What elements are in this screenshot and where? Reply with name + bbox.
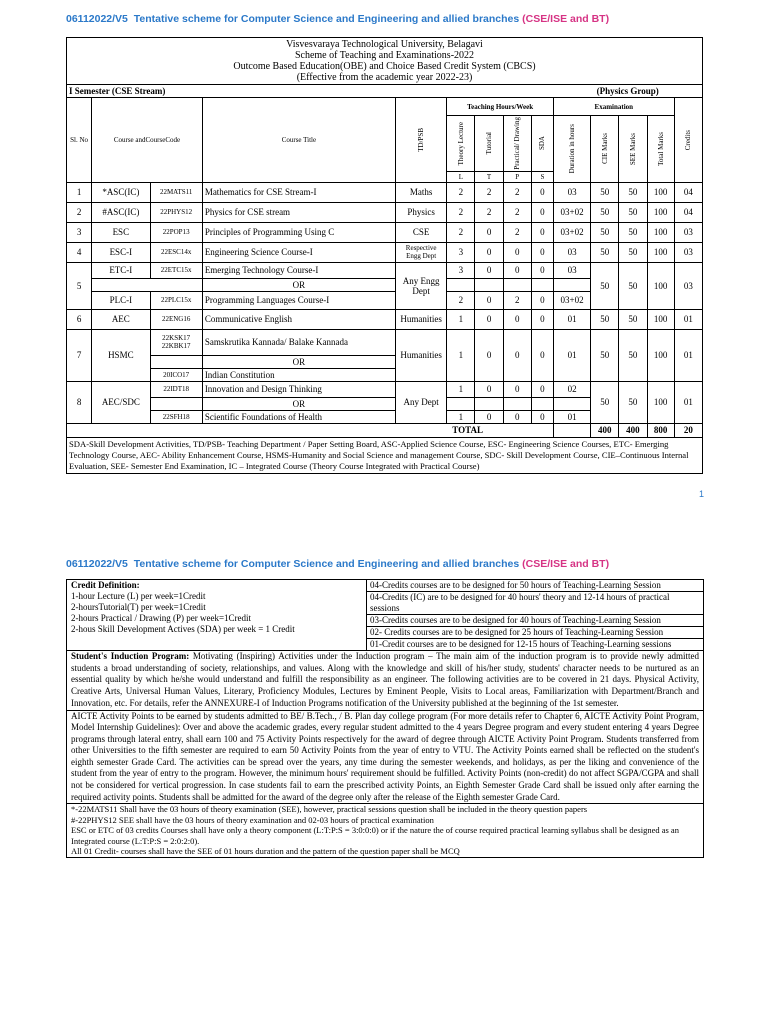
cell: 0 bbox=[531, 410, 553, 423]
cell: 0 bbox=[531, 262, 553, 278]
note-line: *-22MATS11 Shall have the 03 hours of theory examination (SEE), however, practical sessions question shall be included in the theory question papers bbox=[71, 804, 588, 815]
cell: 1 bbox=[67, 182, 92, 202]
or-label: OR bbox=[202, 278, 395, 291]
cell: 100 bbox=[647, 309, 674, 329]
header-branches: (CSE/ISE and BT) bbox=[522, 13, 610, 25]
induction-title: Student's Induction Program: bbox=[71, 651, 190, 661]
cell: 1 bbox=[447, 329, 475, 381]
effective-line: (Effective from the academic year 2022-23) bbox=[296, 72, 473, 83]
cell: *ASC(IC) bbox=[92, 182, 150, 202]
cell: 100 bbox=[647, 381, 674, 423]
table-row bbox=[67, 242, 703, 262]
col-course-code: Course andCourseCode bbox=[92, 98, 203, 183]
cell: 5 bbox=[67, 262, 92, 309]
col-exam: Examination bbox=[553, 98, 674, 116]
cell: #ASC(IC) bbox=[92, 202, 150, 222]
cell: Humanities bbox=[396, 329, 447, 381]
cell: 0 bbox=[531, 291, 553, 309]
cell: ESC bbox=[92, 222, 150, 242]
cell: Principles of Programming Using C bbox=[202, 222, 395, 242]
cell: 0 bbox=[503, 242, 531, 262]
credit-definition-title: Credit Definition: bbox=[71, 580, 140, 590]
col-practical: Practical/ Drawing bbox=[513, 117, 522, 170]
cell: 03+02 bbox=[553, 291, 590, 309]
or-label: OR bbox=[202, 355, 395, 368]
col-sda: SDA bbox=[538, 136, 547, 151]
note-line: #-22PHYS12 SEE shall have the 03 hours of theory examination and 02-03 hours of practical examination bbox=[71, 814, 434, 825]
cell: 1 bbox=[447, 309, 475, 329]
credit-rule: 02- Credits courses are to be designed for 25 hours of Teaching-Learning Session bbox=[367, 627, 703, 639]
col-slno: Sl. No bbox=[67, 98, 92, 183]
cell: 0 bbox=[503, 262, 531, 278]
cell: AEC bbox=[92, 309, 150, 329]
cell: 50 bbox=[619, 222, 647, 242]
cell: 20 bbox=[674, 423, 702, 437]
cell: 22IDT18 bbox=[150, 381, 202, 397]
cell: 1 bbox=[447, 381, 475, 397]
cell: 0 bbox=[503, 410, 531, 423]
scheme-title: Scheme of Teaching and Examinations-2022 bbox=[294, 50, 475, 61]
col-l: L bbox=[447, 171, 475, 182]
cell: 0 bbox=[503, 381, 531, 397]
cell: 3 bbox=[447, 242, 475, 262]
cell: 50 bbox=[619, 381, 647, 423]
col-total: Total Marks bbox=[656, 131, 665, 166]
cell: 03+02 bbox=[553, 202, 590, 222]
table-row bbox=[67, 381, 703, 397]
cell: Samskrutika Kannada/ Balake Kannada bbox=[202, 329, 395, 355]
cell: 03 bbox=[553, 262, 590, 278]
page-number: 1 bbox=[698, 489, 704, 499]
credit-rule: 04-Credits (IC) are to be designed for 40 hours' theory and 12-14 hours of practical sessions bbox=[367, 592, 703, 615]
cell: Any Dept bbox=[396, 381, 447, 423]
cell: 2 bbox=[447, 182, 475, 202]
cell: Innovation and Design Thinking bbox=[202, 381, 395, 397]
table-row bbox=[67, 262, 703, 278]
header-branches: (CSE/ISE and BT) bbox=[522, 558, 610, 570]
notes-block bbox=[67, 804, 704, 858]
cell: Emerging Technology Course-I bbox=[202, 262, 395, 278]
cell: 0 bbox=[475, 329, 503, 381]
cell: 0 bbox=[531, 182, 553, 202]
col-duration: Duration in hours bbox=[568, 124, 577, 174]
notes-table bbox=[66, 579, 704, 858]
cell: 2 bbox=[503, 222, 531, 242]
cell: 03+02 bbox=[553, 222, 590, 242]
cell: AEC/SDC bbox=[92, 381, 150, 423]
cell: 22ETC15x bbox=[150, 262, 202, 278]
table-row bbox=[67, 202, 703, 222]
cell: ESC-I bbox=[92, 242, 150, 262]
cell bbox=[150, 329, 202, 355]
col-teaching: Teaching Hours/Week bbox=[447, 98, 554, 116]
cell: 100 bbox=[647, 222, 674, 242]
cell: Engineering Science Course-I bbox=[202, 242, 395, 262]
credit-rule: 03-Credits courses are to be designed for 40 hours of Teaching-Learning Session bbox=[367, 615, 703, 627]
cell: 2 bbox=[475, 202, 503, 222]
cell: 50 bbox=[591, 182, 619, 202]
cell: Programming Languages Course-I bbox=[202, 291, 395, 309]
cell: 100 bbox=[647, 329, 674, 381]
cell: 50 bbox=[619, 182, 647, 202]
cell: 01 bbox=[553, 410, 590, 423]
cell: 0 bbox=[475, 291, 503, 309]
cell: 6 bbox=[67, 309, 92, 329]
cell: 01 bbox=[674, 309, 702, 329]
col-p: P bbox=[503, 171, 531, 182]
col-tdpsb: TD/PSB bbox=[417, 127, 426, 152]
cell: HSMC bbox=[92, 329, 150, 381]
cell: 20ICO17 bbox=[150, 368, 202, 381]
doc-code: 06112022/V5 bbox=[66, 13, 128, 25]
cell: Indian Constitution bbox=[202, 368, 395, 381]
cell: 0 bbox=[475, 242, 503, 262]
cell: 0 bbox=[475, 262, 503, 278]
cell: 1 bbox=[447, 410, 475, 423]
cell: 03 bbox=[553, 182, 590, 202]
cell: Communicative English bbox=[202, 309, 395, 329]
cell: 100 bbox=[647, 242, 674, 262]
code-b: 22KBK17 bbox=[161, 342, 191, 351]
cell: 50 bbox=[591, 222, 619, 242]
doc-code: 06112022/V5 bbox=[66, 558, 128, 570]
col-t: T bbox=[475, 171, 503, 182]
cell: 400 bbox=[591, 423, 619, 437]
cell: 0 bbox=[531, 222, 553, 242]
cell: 22MATS11 bbox=[150, 182, 202, 202]
total-label: TOTAL bbox=[67, 423, 554, 437]
cell: 50 bbox=[591, 242, 619, 262]
obe-line: Outcome Based Education(OBE) and Choice Based Credit System (CBCS) bbox=[233, 61, 536, 72]
cell: 50 bbox=[619, 329, 647, 381]
cell: 0 bbox=[531, 381, 553, 397]
cell: 03 bbox=[553, 242, 590, 262]
induction-program bbox=[67, 651, 704, 711]
table-row bbox=[67, 182, 703, 202]
credit-rule: 01-Credit courses are to be designed for 12-15 hours of Teaching-Learning sessions bbox=[370, 639, 672, 649]
cell: 01 bbox=[553, 329, 590, 381]
cell: 3 bbox=[67, 222, 92, 242]
cell: 22PLC15x bbox=[150, 291, 202, 309]
cell: 2 bbox=[475, 182, 503, 202]
cell: ETC-I bbox=[92, 262, 150, 278]
cell: Physics bbox=[396, 202, 447, 222]
header-text: Tentative scheme for Computer Science and Engineering and allied branches bbox=[133, 13, 520, 25]
cell: 0 bbox=[531, 242, 553, 262]
cell: CSE bbox=[396, 222, 447, 242]
aicte-activity-points: AICTE Activity Points to be earned by students admitted to BE/ B.Tech., / B. Plan day college program (For more details refer to Chapter 6, AICTE Activity Point Program, Model Internship Guidelines): Over and above the academic grades, every regular student admitted to the 4 years Degree program and every student entering 4 years Degree programs through lateral entry, shall earn 100 and 75 Activity Points respectively for the award of degree through AICTE Activity Point Program. Students transferred from other Universities to the fifth semester are required to earn 50 Activity Points from the year of entry to VTU. The Activity Points earned shall be reflected on the student's eighth semester Grade Card. The activities can be spread over the years, any time during the semester weekends, and holidays, as per the liking and convenience of the student from the year of entry to the program. However, the minimum hours' requirement should be fulfilled. Activity Points (non-credit) do not affect SGPA/CGPA and shall not be considered for vertical progression. In case students fail to earn the prescribed activity Points, an Eighth Semester Grade Card shall be issued only after earning the required activity points. Students shall be admitted for the award of the degree only after the release of the Eighth semester Grade Card. bbox=[67, 710, 704, 804]
cell: 0 bbox=[531, 202, 553, 222]
col-cie: CIE Marks bbox=[600, 133, 609, 165]
cell: 22SFH18 bbox=[150, 410, 202, 423]
cell: 2 bbox=[503, 291, 531, 309]
or-label: OR bbox=[202, 397, 395, 410]
cell: 2 bbox=[503, 182, 531, 202]
header-text: Tentative scheme for Computer Science and Engineering and allied branches bbox=[133, 558, 520, 570]
cell: PLC-I bbox=[92, 291, 150, 309]
cell: 100 bbox=[647, 202, 674, 222]
cell: 3 bbox=[447, 262, 475, 278]
cell: 7 bbox=[67, 329, 92, 381]
col-tutorial: Tutorial bbox=[485, 132, 494, 155]
col-s: S bbox=[531, 171, 553, 182]
total-row bbox=[67, 423, 703, 437]
credit-definition-left bbox=[67, 580, 367, 651]
cell: 800 bbox=[647, 423, 674, 437]
page-header-2 bbox=[66, 558, 609, 570]
cell: 50 bbox=[619, 309, 647, 329]
cell: 50 bbox=[591, 329, 619, 381]
cell: 0 bbox=[475, 309, 503, 329]
cell: 50 bbox=[619, 262, 647, 309]
cell: Humanities bbox=[396, 309, 447, 329]
col-theory: Theory Lecture bbox=[456, 121, 465, 166]
note-line: ESC or ETC of 03 credits Courses shall have only a theory component (L:T:P:S = 3:0:0:0) or if the nature the of course required practical learning syllabus shall be designed as an Integrated course (L:T:P:S = 2:0:2:0). bbox=[71, 825, 679, 846]
cell: 0 bbox=[475, 381, 503, 397]
cell: 0 bbox=[503, 309, 531, 329]
cell: 01 bbox=[553, 309, 590, 329]
cell: Respective Engg Dept bbox=[396, 242, 447, 262]
cell: 01 bbox=[674, 329, 702, 381]
cell: Maths bbox=[396, 182, 447, 202]
table-row bbox=[67, 329, 703, 355]
cell: 100 bbox=[647, 182, 674, 202]
cell: 02 bbox=[553, 381, 590, 397]
abbreviations-footnote: SDA-Skill Development Activities, TD/PSB- Teaching Department / Paper Setting Board, ASC-Applied Science Course, ESC- Engineering Science Courses, ETC- Emerging Technology Course, AEC- Ability Enhancement Course, HSMS-Humanity and Social Science and management Course, SDC- Skill Development Course, CIE–Continuous Internal Evaluation, SEE- Semester End Examination, IC – Integrated Course (Theory Course Integrated with Practical Course) bbox=[67, 437, 703, 473]
cell: Any Engg Dept bbox=[396, 262, 447, 309]
credit-definition-right bbox=[367, 580, 704, 651]
cell: Physics for CSE stream bbox=[202, 202, 395, 222]
credit-line: 2-hoursTutorial(T) per week=1Credit bbox=[71, 602, 206, 612]
cell: 50 bbox=[591, 202, 619, 222]
cell: 2 bbox=[503, 202, 531, 222]
cell: 2 bbox=[67, 202, 92, 222]
credit-rule: 04-Credits courses are to be designed for 50 hours of Teaching-Learning Session bbox=[367, 580, 703, 592]
credit-line: 1-hour Lecture (L) per week=1Credit bbox=[71, 591, 206, 601]
cell: 0 bbox=[503, 329, 531, 381]
cell: 50 bbox=[619, 202, 647, 222]
col-see: SEE Marks bbox=[628, 132, 637, 165]
cell: 50 bbox=[591, 381, 619, 423]
cell: 2 bbox=[447, 202, 475, 222]
cell: 03 bbox=[674, 222, 702, 242]
table-row bbox=[67, 309, 703, 329]
col-title: Course Title bbox=[202, 98, 395, 183]
cell: 01 bbox=[674, 381, 702, 423]
code-a: 22KSK17 bbox=[162, 334, 191, 343]
cell: 4 bbox=[67, 242, 92, 262]
table-row bbox=[67, 222, 703, 242]
cell: 04 bbox=[674, 202, 702, 222]
cell: 22ENG16 bbox=[150, 309, 202, 329]
cell: 100 bbox=[647, 262, 674, 309]
cell: Scientific Foundations of Health bbox=[202, 410, 395, 423]
cell: 22ESC14x bbox=[150, 242, 202, 262]
cell: 22PHYS12 bbox=[150, 202, 202, 222]
cell: 50 bbox=[619, 242, 647, 262]
cell: 0 bbox=[531, 329, 553, 381]
cell: 8 bbox=[67, 381, 92, 423]
note-line: All 01 Credit- courses shall have the SEE of 01 hours duration and the pattern of the question paper shall be MCQ bbox=[71, 846, 460, 857]
scheme-table bbox=[66, 37, 703, 474]
cell: Mathematics for CSE Stream-I bbox=[202, 182, 395, 202]
semester-label: I Semester (CSE Stream) bbox=[67, 85, 554, 98]
col-credits: Credits bbox=[684, 129, 693, 150]
cell: 03 bbox=[674, 242, 702, 262]
cell: 04 bbox=[674, 182, 702, 202]
cell: 0 bbox=[475, 222, 503, 242]
cell: 2 bbox=[447, 291, 475, 309]
cell: 03 bbox=[674, 262, 702, 309]
page-header bbox=[66, 13, 609, 25]
cell: 2 bbox=[447, 222, 475, 242]
induction-text: Motivating (Inspiring) Activities under the Induction program – The main aim of the induction program is to provide newly admitted students a broad understanding of society, relationships, and values. Along with the knowledge and skill of his/her study, students' character needs to be nurtured as an essential quality by which he/she would understand and fulfill the responsibility as an engineer. The following activities are to be covered in 21 days. Physical Activity, Creative Arts, Universal Human Values, Literary, Proficiency Modules, Lectures by Eminent People, Visits to Local areas, Familiarization with Department/Branch and Innovation, etc. For details, refer the ANNEXURE-I of Induction Programs notification of the University published at the beginning of the 1st semester. bbox=[71, 651, 699, 708]
cell: 0 bbox=[531, 309, 553, 329]
credit-line: 2-hours Practical / Drawing (P) per week=1Credit bbox=[71, 613, 252, 623]
cell: 50 bbox=[591, 309, 619, 329]
university-name: Visvesvaraya Technological University, Belagavi bbox=[286, 39, 483, 50]
credit-line: 2-hous Skill Development Actives (SDA) per week = 1 Credit bbox=[71, 624, 295, 634]
group-label: (Physics Group) bbox=[553, 85, 702, 98]
cell: 400 bbox=[619, 423, 647, 437]
cell: 0 bbox=[475, 410, 503, 423]
cell: 22POP13 bbox=[150, 222, 202, 242]
cell: 50 bbox=[591, 262, 619, 309]
